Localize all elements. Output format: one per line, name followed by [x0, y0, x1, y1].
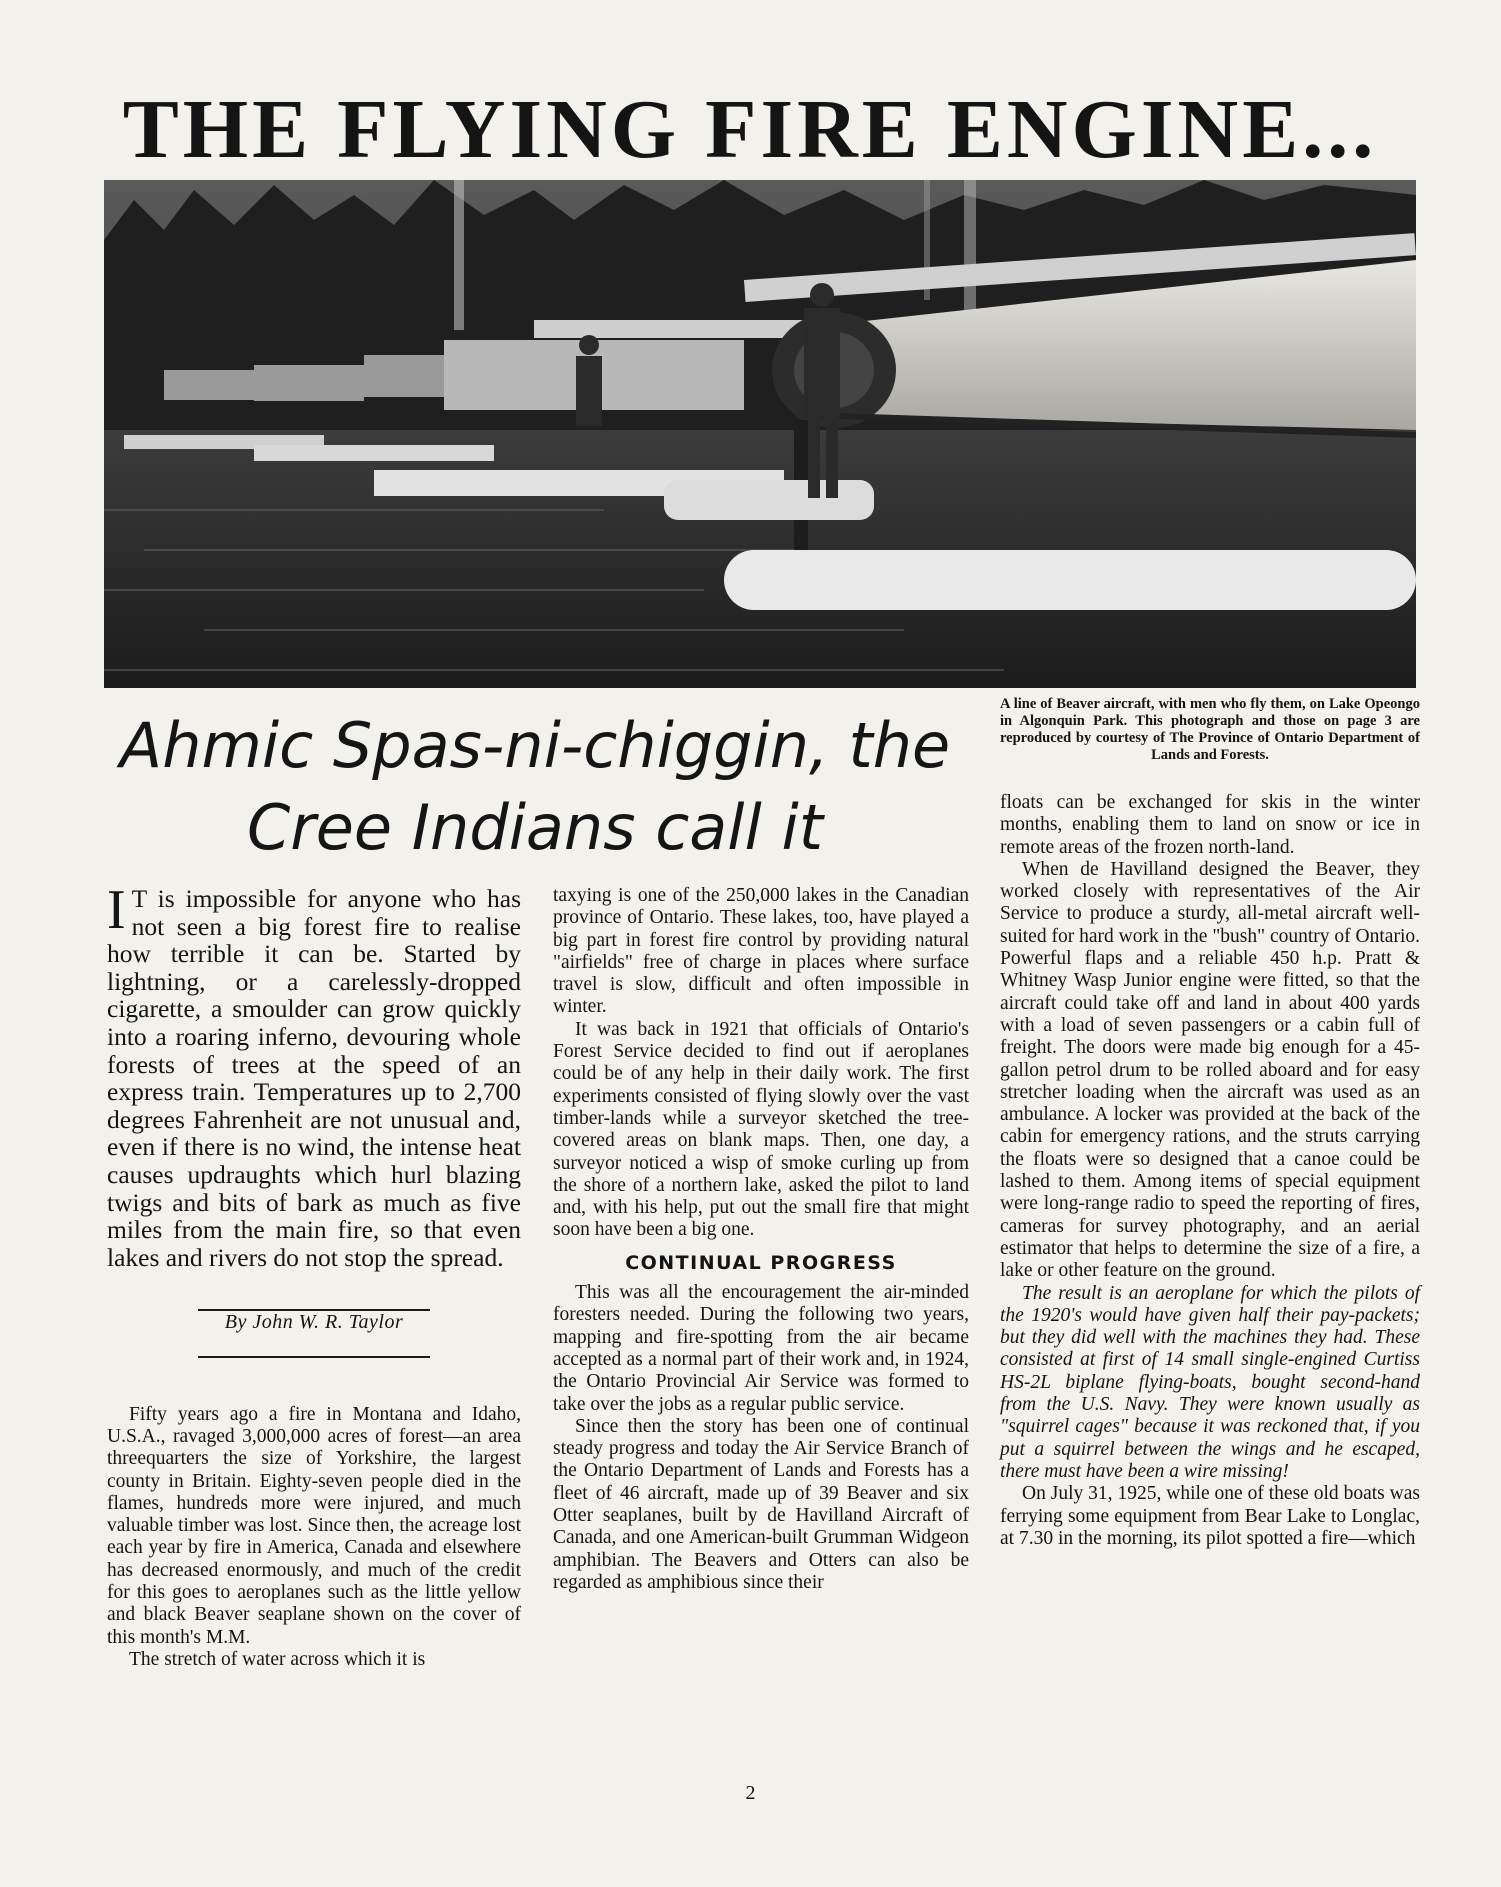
- paragraph: Since then the story has been one of continual steady progress and today the Air Service Branch of the Ontario Department of Lands and Forests has a fleet of 46 aircraft, made up of 39 Beaver and six Otter seaplanes, built by de Havilland Aircraft of Canada, and one American-built Grumman Widgeon amphibian. The Beavers and Otters can also be regarded as amphibious since their: [553, 1415, 969, 1593]
- section-heading: CONTINUAL PROGRESS: [625, 1251, 897, 1274]
- paragraph: taxying is one of the 250,000 lakes in the Canadian province of Ontario. These lakes, too, have played a big part in forest fire control by providing natural "airfields" free of charge in places where surface travel is slow, difficult and often impossible in winter.: [553, 885, 969, 1018]
- paragraph: When de Havilland designed the Beaver, they worked closely with representatives of the Air Service to produce a sturdy, all-metal aircraft well-suited for hard work in the "bush" country of Ontario. Powerful flaps and a reliable 450 h.p. Pratt & Whitney Wasp Junior engine were fitted, so that the aircraft could take off and land in about 400 yards with a load of seven passengers or a cabin full of freight. The doors were made big enough for a 45-gallon petrol drum to be rolled aboard and for easy stretcher loading when the aircraft was used as an ambulance. A locker was provided at the back of the cabin for emergency rations, and the struts carrying the floats were so designed that a canoe could be lashed to them. Among items of special equipment were long-range radio to speed the reporting of fires, cameras for survey photography, and an aerial estimator that helps to determine the size of a fire, a lake or other feature on the ground.: [1000, 858, 1420, 1282]
- page-number: 2: [745, 1782, 756, 1804]
- paragraph: This was all the encouragement the air-minded foresters needed. During the following two years, mapping and fire-spotting from the air became accepted as a normal part of their work and, in 1924, the Ontario Provincial Air Service was formed to take over the jobs as a regular public service.: [553, 1282, 969, 1415]
- photo-illustration: [104, 180, 1416, 688]
- page-title: THE FLYING FIRE ENGINE...: [122, 83, 1378, 176]
- byline: By John W. R. Taylor: [224, 1311, 404, 1334]
- drop-cap: I: [107, 879, 126, 941]
- paragraph: floats can be exchanged for skis in the winter months, enabling them to land on snow or ice in remote areas of the frozen north-land.: [1000, 792, 1420, 858]
- photo-caption: A line of Beaver aircraft, with men who fly them, on Lake Opeongo in Algonquin Park. This photograph and those on page 3 are reproduced by courtesy of The Province of Ontario Department of Lands and Forests.: [1000, 696, 1420, 763]
- beaver-aircraft-photo: [104, 180, 1416, 688]
- article-column-1: [107, 879, 521, 1671]
- lead-paragraph: [107, 879, 521, 1272]
- article-subtitle: [100, 705, 970, 869]
- subtitle-line-2: Cree Indians call it: [246, 791, 823, 864]
- paragraph: Fifty years ago a fire in Montana and Idaho, U.S.A., ravaged 3,000,000 acres of forest—an area threequarters the size of Yorkshire, the largest county in Britain. Eighty-seven people died in the flames, hundreds more were injured, and much valuable timber was lost. Since then, the acreage lost each year by fire in America, Canada and elsewhere has decreased enormously, and much of the credit for this goes to aeroplanes such as the little yellow and black Beaver seaplane shown on the cover of this month's M.M.: [107, 1403, 521, 1648]
- paragraph: The stretch of water across which it is: [129, 1648, 426, 1670]
- article-column-2: [553, 885, 969, 1594]
- article-column-3: [1000, 792, 1420, 1550]
- divider-rule: [198, 1356, 430, 1358]
- paragraph: It was back in 1921 that officials of Ontario's Forest Service decided to find out if aeroplanes could be of any help in their daily work. The first experiments consisted of flying slowly over the vast timber-lands while a surveyor sketched the tree-covered areas on blank maps. Then, one day, a surveyor noticed a wisp of smoke curling up from the shore of a northern lake, asked the pilot to land and, with his help, put out the small fire that might soon have been a big one.: [553, 1018, 969, 1241]
- lead-text: T is impossible for anyone who has not seen a big forest fire to realise how terrible it can be. Started by lightning, or a carelessly-dropped cigarette, a smoulder can grow quickly into a roaring inferno, devouring whole forests of trees at the speed of an express train. Temperatures up to 2,700 degrees Fahrenheit are not unusual and, even if there is no wind, the intense heat causes updraughts which hurl blazing twigs and bits of bark as much as five miles from the main fire, so that even lakes and rivers do not stop the spread.: [107, 884, 521, 1272]
- paragraph: On July 31, 1925, while one of these old boats was ferrying some equipment from Bear Lake to Longlac, at 7.30 in the morning, its pilot spotted a fire—which: [1000, 1483, 1420, 1549]
- paragraph: The result is an aeroplane for which the pilots of the 1920's would have given half their pay-packets; but they did well with the machines they had. These consisted at first of 14 small single-engined Curtiss HS-2L biplane flying-boats, bought second-hand from the U.S. Navy. They were known usually as "squirrel cages" because it was reckoned that, if you put a squirrel between the wings and he escaped, there must have been a wire missing!: [1000, 1282, 1420, 1482]
- subtitle-line-1: Ahmic Spas-ni-chiggin, the: [119, 709, 951, 782]
